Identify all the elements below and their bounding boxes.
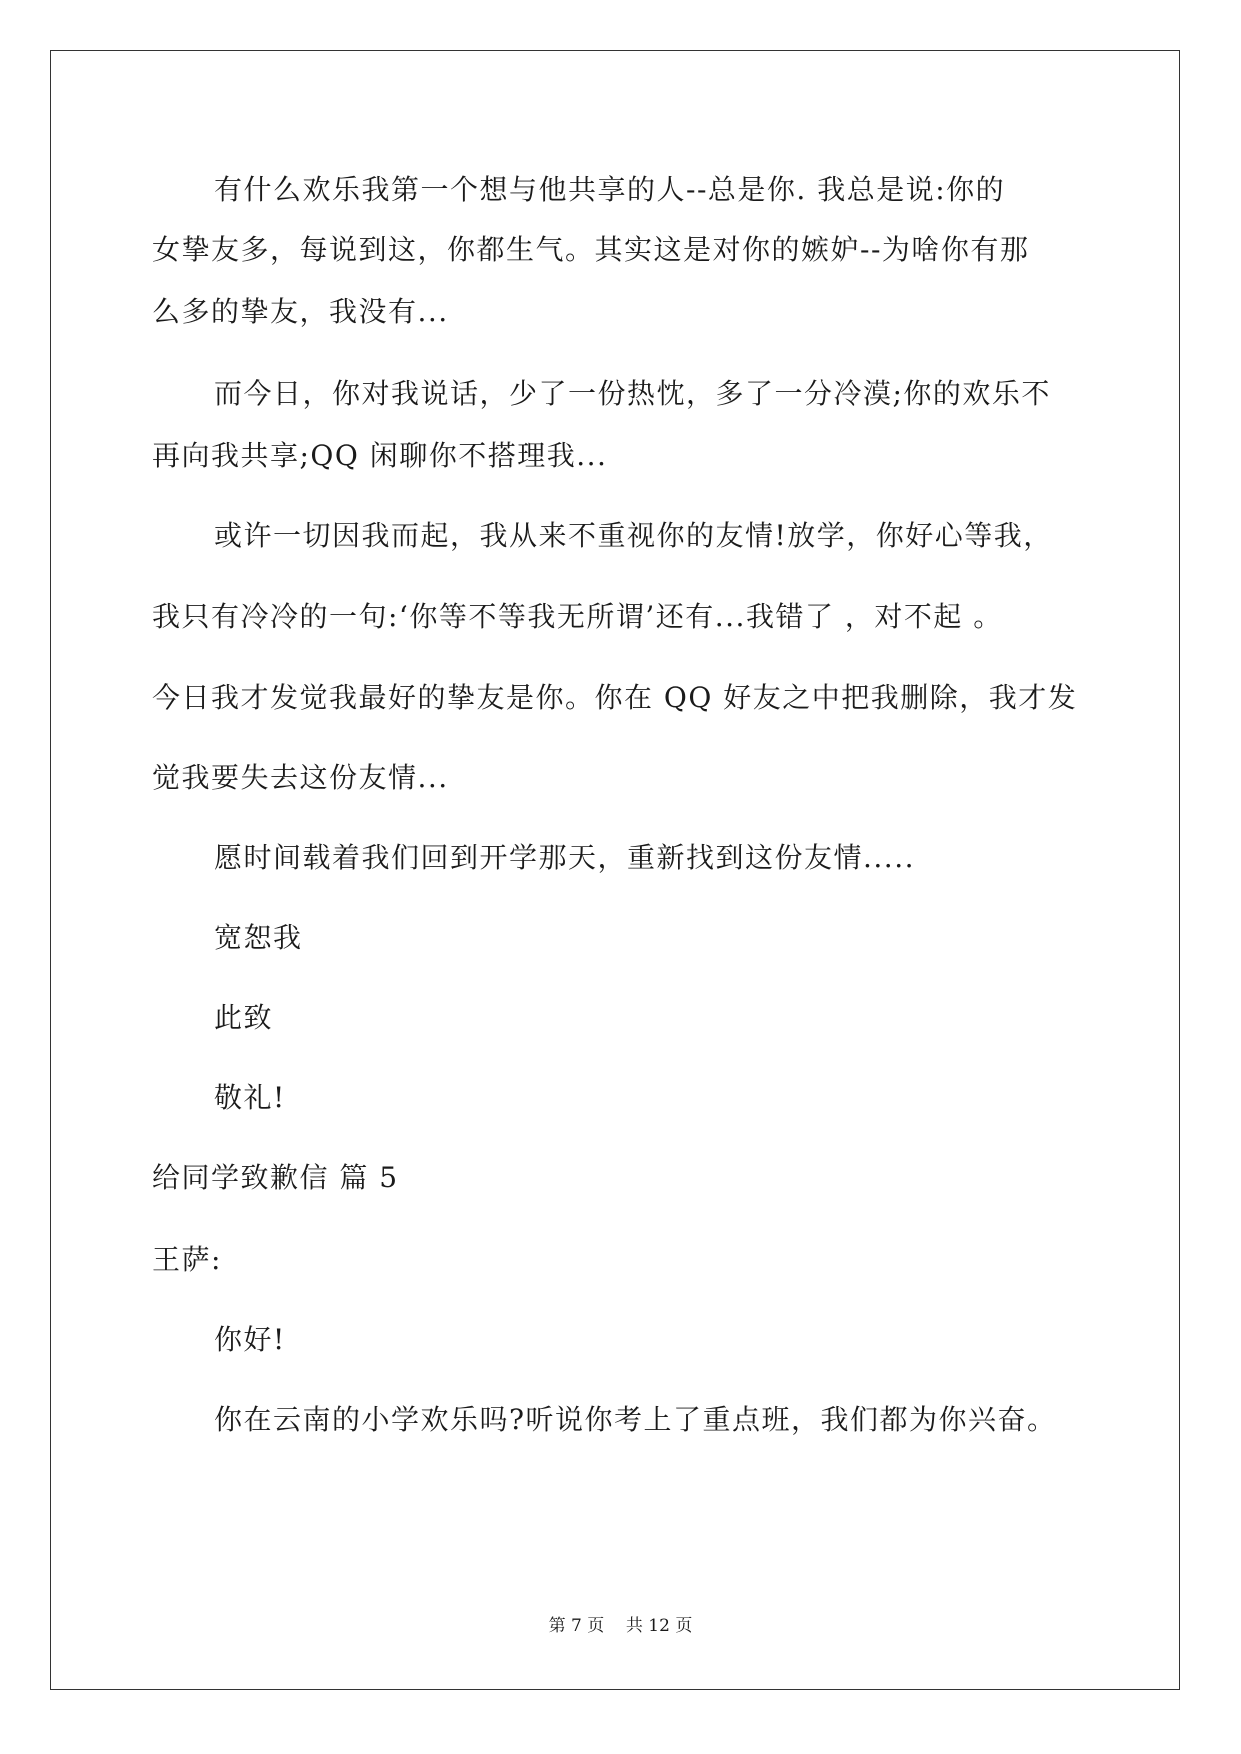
paragraph-line: 有什么欢乐我第一个想与他共享的人--总是你. 我总是说:你的 xyxy=(214,173,1006,206)
paragraph-line: 么多的挚友，我没有... xyxy=(152,295,449,328)
paragraph-line: 再向我共享;QQ 闲聊你不搭理我... xyxy=(152,439,608,472)
paragraph-line: 宽恕我 xyxy=(214,921,303,954)
paragraph-line: 女挚友多，每说到这，你都生气。其实这是对你的嫉妒--为啥你有那 xyxy=(152,233,1030,266)
paragraph-line: 愿时间载着我们回到开学那天，重新找到这份友情..... xyxy=(214,841,916,874)
closing-line: 此致 xyxy=(214,1001,274,1034)
paragraph-line: 或许一切因我而起，我从来不重视你的友情!放学，你好心等我， xyxy=(214,519,1053,552)
paragraph-line: 你在云南的小学欢乐吗?听说你考上了重点班，我们都为你兴奋。 xyxy=(214,1403,1057,1436)
section-heading: 给同学致歉信 篇 5 xyxy=(152,1161,399,1194)
closing-line: 敬礼! xyxy=(214,1081,286,1114)
greeting: 你好! xyxy=(214,1323,286,1356)
paragraph-line: 觉我要失去这份友情... xyxy=(152,761,449,794)
paragraph-line: 我只有冷冷的一句:‘你等不等我无所谓’还有...我错了 ，对不起 。 xyxy=(152,600,1003,633)
paragraph-line: 今日我才发觉我最好的挚友是你。你在 QQ 好友之中把我删除，我才发 xyxy=(152,681,1078,714)
page-number: 第 7 页 共 12 页 xyxy=(548,1616,693,1636)
salutation: 王萨: xyxy=(152,1243,222,1276)
paragraph-line: 而今日，你对我说话，少了一份热忱，多了一分冷漠;你的欢乐不 xyxy=(214,377,1051,410)
